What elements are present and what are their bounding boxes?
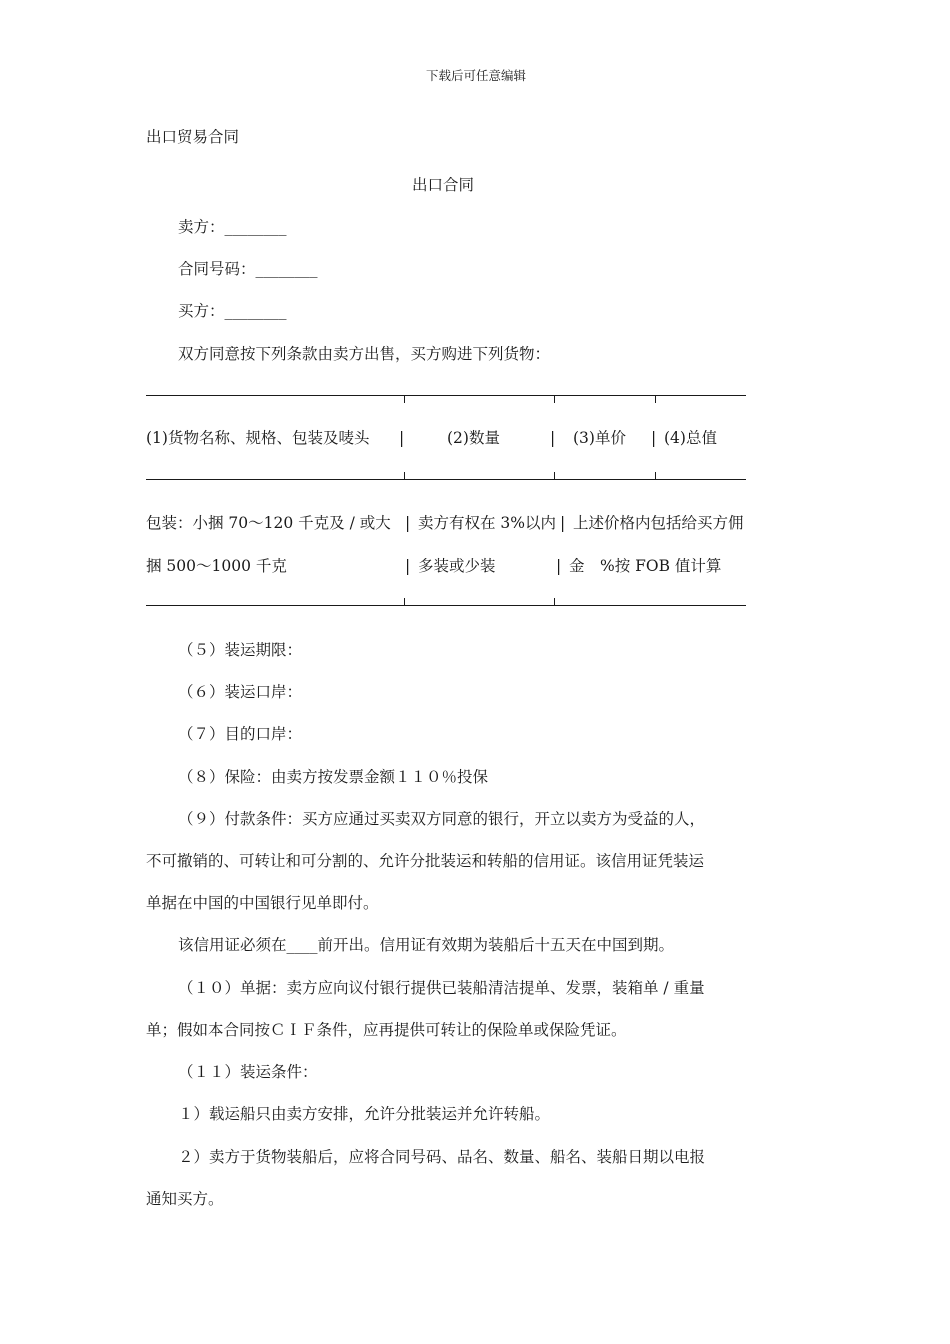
- seller-field: 卖方：________: [178, 218, 287, 236]
- table-separator: |: [550, 429, 556, 447]
- table-tick: [554, 472, 555, 480]
- table-tick: [404, 472, 405, 480]
- shipping-term-2-line1: ２）卖方于货物装船后，应将合同号码、品名、数量、船名、装船日期以电报: [178, 1148, 706, 1166]
- table-header-goods: (1)货物名称、规格、包装及唛头: [146, 429, 370, 447]
- clause-10-documents-line2: 单；假如本合同按ＣＩＦ条件，应再提供可转让的保险单或保险凭证。: [146, 1021, 627, 1039]
- contract-subtitle: 出口合同: [412, 176, 475, 194]
- clause-9-payment-line3: 单据在中国的中国银行见单即付。: [146, 894, 379, 912]
- table-separator: |: [560, 514, 566, 532]
- table-cell-commission: 上述价格内包括给买方佣: [573, 514, 744, 532]
- table-rule-middle: [146, 479, 746, 480]
- intro-paragraph: 双方同意按下列条款由卖方出售，买方购进下列货物：: [178, 345, 551, 363]
- page-header-note: 下载后可任意编辑: [426, 68, 527, 83]
- clause-8-insurance: （８）保险：由卖方按发票金额１１０％投保: [178, 768, 489, 786]
- table-header-total: (4)总值: [664, 429, 717, 447]
- table-separator: |: [651, 429, 657, 447]
- clause-11-shipping-terms: （１１）装运条件：: [178, 1063, 318, 1081]
- table-header-unit-price: (3)单价: [573, 429, 626, 447]
- document-title: 出口贸易合同: [146, 128, 240, 146]
- shipping-term-1: １）载运船只由卖方安排，允许分批装运并允许转船。: [178, 1105, 551, 1123]
- table-cell-quantity-cont: 多装或少装: [418, 557, 496, 575]
- table-cell-quantity: 卖方有权在 3%以内: [418, 514, 557, 532]
- table-separator: |: [399, 429, 405, 447]
- clause-7-destination-port: （７）目的口岸：: [178, 725, 303, 743]
- table-cell-commission-cont: 金 %按 FOB 值计算: [569, 557, 722, 575]
- table-separator: |: [405, 514, 411, 532]
- table-rule-top: [146, 395, 746, 396]
- table-rule-bottom: [146, 605, 746, 606]
- buyer-field: 买方：________: [178, 302, 287, 320]
- contract-number-field: 合同号码：________: [178, 260, 318, 278]
- table-separator: |: [556, 557, 562, 575]
- table-tick: [554, 598, 555, 606]
- table-tick: [554, 395, 555, 403]
- table-cell-packing-cont: 捆 500～1000 千克: [146, 557, 287, 575]
- table-tick: [655, 472, 656, 480]
- clause-5-shipment-time: （５）装运期限：: [178, 641, 303, 659]
- shipping-term-2-line2: 通知买方。: [146, 1190, 224, 1208]
- clause-9-payment-line2: 不可撤销的、可转让和可分割的、允许分批装运和转船的信用证。该信用证凭装运: [146, 852, 705, 870]
- lc-validity-line: 该信用证必须在____前开出。信用证有效期为装船后十五天在中国到期。: [178, 936, 675, 954]
- table-header-quantity: (2)数量: [447, 429, 500, 447]
- table-tick: [404, 395, 405, 403]
- clause-10-documents-line1: （１０）单据：卖方应向议付银行提供已装船清洁提单、发票，装箱单 / 重量: [178, 979, 705, 997]
- table-cell-packing: 包装：小捆 70～120 千克及 / 或大: [146, 514, 391, 532]
- table-tick: [655, 395, 656, 403]
- clause-6-loading-port: （６）装运口岸：: [178, 683, 303, 701]
- table-tick: [404, 598, 405, 606]
- clause-9-payment-line1: （９）付款条件：买方应通过买卖双方同意的银行，开立以卖方为受益的人，: [178, 810, 706, 828]
- table-separator: |: [405, 557, 411, 575]
